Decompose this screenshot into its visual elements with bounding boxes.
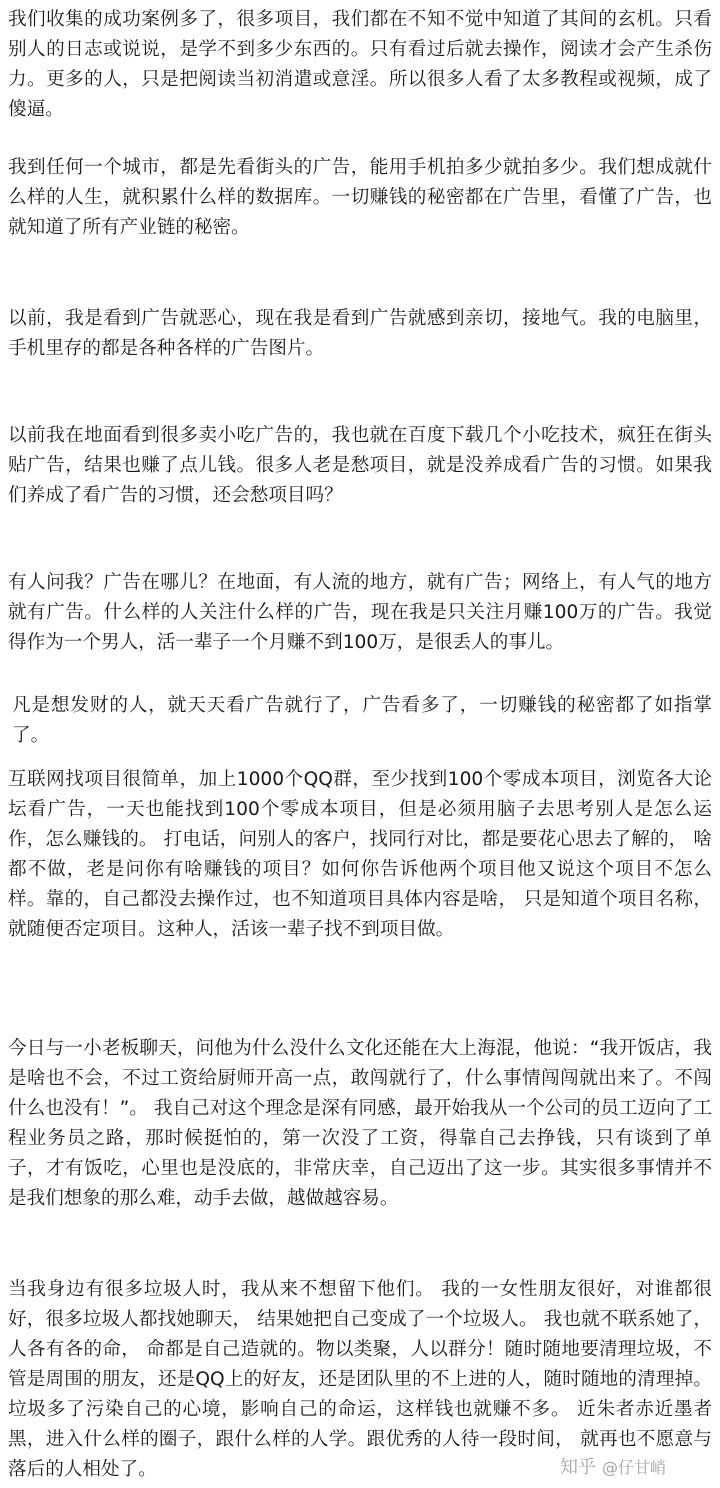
zhihu-watermark (560, 1453, 666, 1479)
paragraph-4: 以前我在地面看到很多卖小吃广告的，我也就在百度下载几个小吃技术，疯狂在街头贴广告，结果也赚了点儿钱。很多人老是愁项目，就是没养成看广告的习惯。如果我们养成了看广告的习惯，还会愁项目吗？ (8, 425, 712, 506)
paragraph-1: 我们收集的成功案例多了，很多项目，我们都在不知不觉中知道了其间的玄机。只看别人的日志或说说，是学不到多少东西的。只有看过后就去操作，阅读才会产生杀伤力。更多的人，只是把阅读当初消遣或意淫。所以很多人看了太多教程或视频，成了傻逼。 (8, 9, 712, 120)
paragraph-7: 互联网找项目很简单，加上1000个QQ群，至少找到100个零成本项目，浏览各大论坛看广告，一天也能找到100个零成本项目，但是必须用脑子去思考别人是怎么运作，怎么赚钱的。 打电话，问别人的客户，找同行对比，都是要花心思去了解的， 啥都不做，老是问你有啥赚钱的项目？如何你告诉他两个项目他又说这个项目不怎么样。靠的，自己都没去操作过，也不知道项目具体内容是啥， 只是知道个项目名称，就随便否定项目。这种人，活该一辈子找不到项目做。 (8, 769, 712, 940)
paragraph-5: 有人问我？广告在哪儿？在地面，有人流的地方，就有广告；网络上，有人气的地方就有广告。什么样的人关注什么样的广告，现在我是只关注月赚100万的广告。我觉得作为一个男人，活一辈子一个月赚不到100万，是很丢人的事儿。 (8, 572, 712, 653)
watermark-author: @仔甘峭 (602, 1457, 667, 1477)
paragraph-6: 凡是想发财的人，就天天看广告就行了，广告看多了，一切赚钱的秘密都了如指掌了。 (12, 695, 712, 746)
paragraph-2: 我到任何一个城市，都是先看街头的广告，能用手机拍多少就拍多少。我们想成就什么样的人生，就积累什么样的数据库。一切赚钱的秘密都在广告里，看懂了广告，也就知道了所有产业链的秘密。 (8, 157, 712, 238)
paragraph-3: 以前，我是看到广告就恶心，现在我是看到广告就感到亲切，接地气。我的电脑里，手机里存的都是各种各样的广告图片。 (8, 308, 712, 359)
watermark-site: 知乎 (560, 1457, 596, 1478)
paragraph-8: 今日与一小老板聊天，问他为什么没什么文化还能在大上海混，他说：“我开饭店，我是啥也不会，不过工资给厨师开高一点，敢闯就行了，什么事情闯闯就出来了。不闯什么也没有！”。 我自己对这个理念是深有同感，最开始我从一个公司的员工迈向了工程业务员之路，那时候挺怕的，第一次没了工资，得靠自己去挣钱，只有谈到了单子，才有饭吃，心里也是没底的，非常庆幸，自己迈出了这一步。其实很多事情并不是我们想象的那么难，动手去做，越做越容易。 (8, 1038, 712, 1209)
paragraph-9: 当我身边有很多垃圾人时，我从来不想留下他们。 我的一女性朋友很好，对谁都很好，很多垃圾人都找她聊天， 结果她把自己变成了一个垃圾人。 我也就不联系她了， 人各有各的命， 命都是自己造就的。物以类聚，人以群分！随时随地要清理垃圾，不管是周围的朋友，还是QQ上的好友，还是团队里的不上进的人，随时随地的清理掉。 垃圾多了污染自己的心境，影响自己的命运，这样钱也就赚不多。 近朱者赤近墨者黑，进入什么样的圈子，跟什么样的人学。跟优秀的人待一段时间， 就再也不愿意与落后的人相处了。 (8, 1279, 712, 1480)
